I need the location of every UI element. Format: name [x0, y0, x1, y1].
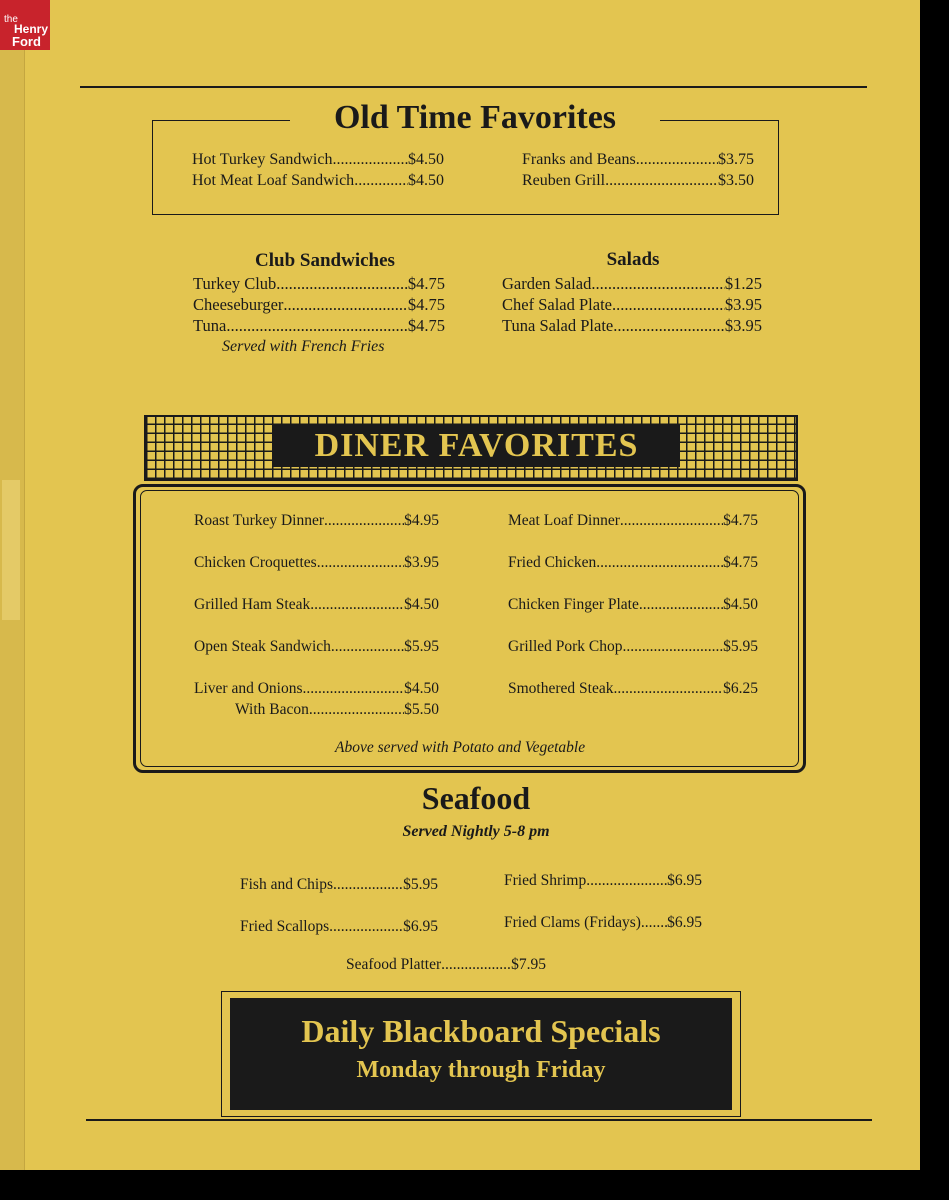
- item-price: $3.95: [724, 295, 762, 314]
- item-price: $6.95: [667, 914, 702, 931]
- logo-ford: Ford: [12, 34, 41, 49]
- menu-item: [508, 636, 758, 657]
- menu-item: [508, 552, 758, 573]
- menu-item: [502, 315, 762, 336]
- item-name: Cheeseburger: [193, 295, 284, 314]
- diner-note: Above served with Potato and Vegetable: [335, 739, 586, 756]
- item-name: Fish and Chips: [240, 876, 334, 893]
- item-name: Chicken Croquettes: [194, 554, 317, 571]
- item-price: $4.50: [408, 151, 444, 168]
- diner-title: DINER FAVORITES: [273, 425, 680, 467]
- item-name: Open Steak Sandwich: [194, 638, 331, 655]
- item-name: Meat Loaf Dinner: [508, 512, 620, 529]
- item-price: $1.25: [724, 274, 762, 293]
- menu-item: [194, 678, 439, 699]
- menu-item: [240, 874, 438, 895]
- item-name: Reuben Grill: [522, 172, 606, 189]
- item-name: Turkey Club: [193, 274, 277, 293]
- item-price: $5.95: [403, 876, 438, 893]
- salads-title: Salads: [606, 249, 660, 270]
- item-name: Grilled Pork Chop: [508, 638, 623, 655]
- item-name: Tuna: [193, 316, 227, 335]
- item-name: Seafood Platter: [346, 956, 442, 973]
- item-price: $5.50: [404, 701, 439, 718]
- item-price: $4.75: [407, 274, 445, 293]
- item-name: Fried Scallops: [240, 918, 330, 935]
- item-price: $4.75: [723, 512, 758, 529]
- diner-left-col: [194, 510, 439, 720]
- menu-item: [508, 678, 758, 699]
- menu-item-with-bacon: [235, 699, 439, 720]
- seafood-subtitle: Served Nightly 5-8 pm: [402, 823, 550, 840]
- seafood-left-col: [240, 874, 438, 937]
- item-price: $6.95: [403, 918, 438, 935]
- item-price: $6.25: [723, 680, 758, 697]
- specials-panel: [230, 998, 732, 1110]
- item-price: $5.95: [723, 638, 758, 655]
- menu-item: [192, 149, 444, 170]
- item-name: Hot Meat Loaf Sandwich: [192, 172, 355, 189]
- menu-item: [508, 510, 758, 531]
- diner-right-col: [508, 510, 758, 699]
- item-name: Franks and Beans: [522, 151, 636, 168]
- specials-title: Daily Blackboard Specials: [301, 1013, 661, 1049]
- old-time-title: Old Time Favorites: [290, 98, 660, 138]
- item-name: Fried Shrimp: [504, 872, 587, 889]
- item-price: $4.75: [407, 316, 445, 335]
- item-price: $3.50: [718, 172, 754, 189]
- logo-henry: Henry: [14, 22, 49, 36]
- item-name: Chicken Finger Plate: [508, 596, 639, 613]
- item-price: $6.95: [667, 872, 702, 889]
- salads-col: [502, 273, 762, 336]
- item-name: Smothered Steak: [508, 680, 614, 697]
- old-time-left-col: [192, 149, 444, 191]
- item-price: $4.50: [723, 596, 758, 613]
- specials-subtitle: Monday through Friday: [356, 1057, 606, 1083]
- item-price: $5.95: [404, 638, 439, 655]
- item-price: $7.95: [511, 956, 546, 973]
- henry-ford-logo: [0, 0, 50, 50]
- menu-item: [192, 170, 444, 191]
- item-name: Fried Clams (Fridays): [504, 914, 641, 931]
- seafood-title: Seafood: [421, 780, 531, 816]
- item-name: Hot Turkey Sandwich: [192, 151, 333, 168]
- menu-item: [522, 149, 754, 170]
- item-name: Chef Salad Plate: [502, 295, 612, 314]
- seafood-right-col: [504, 870, 702, 933]
- menu-item: [502, 273, 762, 294]
- top-rule: [80, 86, 867, 88]
- item-name: With Bacon: [235, 701, 309, 718]
- menu-item: [346, 954, 546, 975]
- menu-item: [194, 552, 439, 573]
- menu-item: [502, 294, 762, 315]
- item-price: $4.75: [407, 295, 445, 314]
- bottom-rule: [86, 1119, 872, 1121]
- spine-wear: [2, 480, 20, 620]
- menu-item: [504, 912, 702, 933]
- menu-item: [240, 916, 438, 937]
- club-note: Served with French Fries: [222, 338, 385, 355]
- club-title: Club Sandwiches: [255, 250, 395, 271]
- item-price: $4.95: [404, 512, 439, 529]
- item-price: $4.50: [408, 172, 444, 189]
- item-name: Tuna Salad Plate: [502, 316, 614, 335]
- item-name: Roast Turkey Dinner: [194, 512, 325, 529]
- item-price: $4.75: [723, 554, 758, 571]
- item-name: Grilled Ham Steak: [194, 596, 311, 613]
- menu-item: [193, 273, 445, 294]
- seafood-platter: [346, 954, 546, 975]
- old-time-right-col: [522, 149, 754, 191]
- item-name: Fried Chicken: [508, 554, 597, 571]
- item-price: $4.50: [404, 596, 439, 613]
- club-col: [193, 273, 445, 336]
- item-price: $3.75: [718, 151, 754, 168]
- menu-item: [522, 170, 754, 191]
- menu-item: [508, 594, 758, 615]
- item-price: $3.95: [404, 554, 439, 571]
- menu-item: [194, 510, 439, 531]
- item-name: Liver and Onions: [194, 680, 303, 697]
- menu-item: [194, 636, 439, 657]
- logo-the: the: [4, 14, 18, 25]
- menu-item: [194, 594, 439, 615]
- menu-item: [193, 315, 445, 336]
- item-name: Garden Salad: [502, 274, 592, 293]
- item-price: $4.50: [404, 680, 439, 697]
- menu-item: [504, 870, 702, 891]
- item-price: $3.95: [724, 316, 762, 335]
- menu-item: [193, 294, 445, 315]
